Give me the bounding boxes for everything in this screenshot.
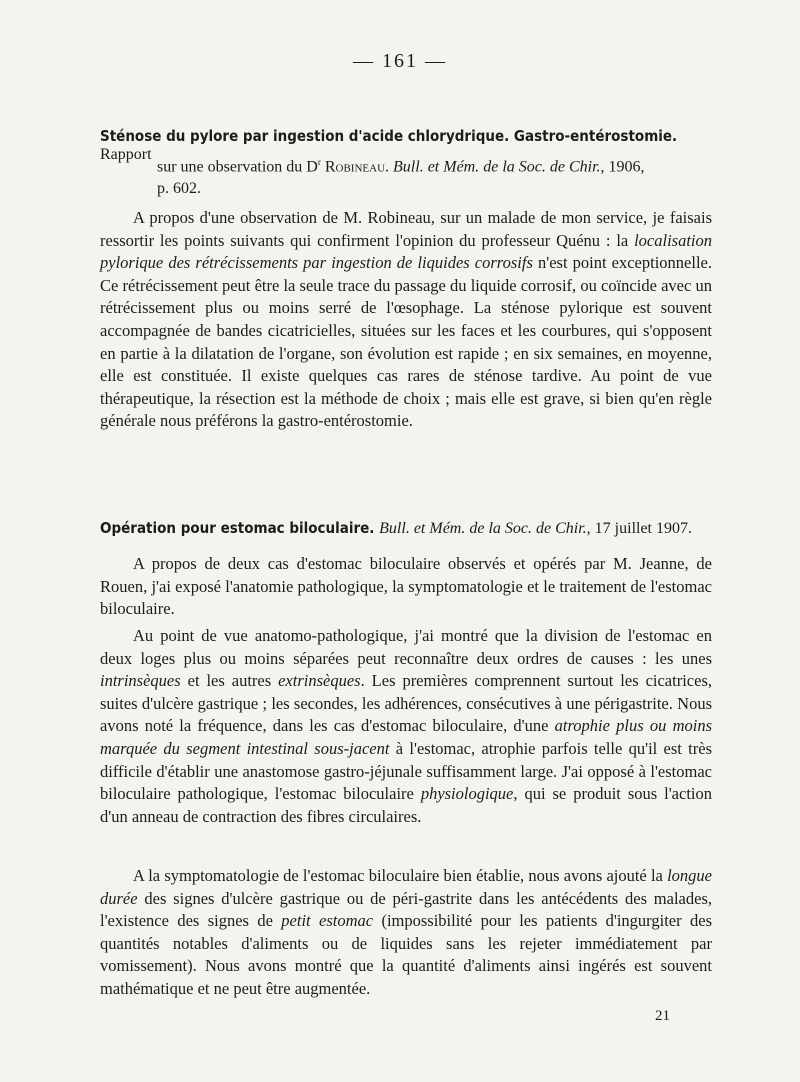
entry-1-cite-page: p. 602.: [157, 180, 201, 198]
entry-1-text-b: n'est point exceptionnelle. Ce rétrécissement peut être la seule trace du passage du liquide corrosif, ou coïncide avec un rétrécissement plus ou moins serré de l'œsophage. La sténose pylorique est souvent accompagnée de bandes cicatricielles, situées sur les faces et les courbures, qui s'opposent en partie à la dilatation de l'organe, son évolution est rapide ; en six semaines, en moyenne, elle est constituée. Il existe quelques cas rares de sténose tardive. Au point de vue thérapeutique, la résection est la méthode de choix ; mais elle est grave, si bien qu'en règle générale nous préférons la gastro-entérostomie.: [100, 253, 712, 431]
entry-2-paragraph-2: [100, 625, 712, 828]
entry-1-ref-lead: Rapport: [100, 146, 152, 163]
entry-2-title: Opération pour estomac biloculaire.: [100, 519, 375, 537]
entry-2-p3-i2: petit estomac: [281, 911, 374, 931]
entry-2-p2-d: à l'estomac, atrophie parfois telle qu'il est très difficile d'établir une anastomose gastro-jéjunale suffisamment large. J'ai opposé à l'estomac biloculaire pathologique, l'estomac biloculaire: [100, 738, 713, 804]
entry-1-cite-journal: Bull. et Mém. de la Soc. de Chir.: [393, 158, 601, 176]
entry-2-p2-a: Au point de vue anatomo-pathologique, j'ai montré que la division de l'estomac en deux loges plus ou moins séparées peut reconnaître deux ordres de causes : les unes: [100, 626, 712, 668]
entry-1-cite-author: Robineau: [324, 158, 386, 176]
entry-2-p2-c: . Les premières comprennent surtout les cicatrices, suites d'ulcère gastrique ; les secondes, les adhérences, consécutives à une périgastrite. Nous avons noté la fréquence, dans les cas d'estomac biloculaire, d'une: [100, 671, 712, 736]
entry-2-p3-b: des signes d'ulcère gastrique ou de péri-gastrite dans les antécédents des malades, l'existence des signes de: [100, 888, 712, 931]
entry-2-p3-a: A la symptomatologie de l'estomac biloculaire bien établie, nous avons ajouté la: [133, 866, 668, 885]
entry-2-p2-b: et les autres: [180, 671, 279, 691]
entry-1-cite-year: , 1906,: [600, 158, 645, 176]
entry-1-paragraph: [100, 207, 712, 433]
entry-1-cite-sup: r: [317, 157, 321, 167]
entry-2-paragraph-3: [100, 865, 712, 1001]
entry-1-title: Sténose du pylore par ingestion d'acide chlorydrique. Gastro-entérostomie.: [100, 127, 678, 145]
entry-2-p2-i2: extrinsèques: [278, 671, 361, 691]
entry-2-p2-e: , qui se produit sous l'action d'un anneau de contraction des fibres circulaires.: [100, 784, 712, 826]
entry-2-cite-date: , 17 juillet 1907.: [586, 520, 692, 537]
signature-mark: 21: [655, 1008, 670, 1024]
page-number: — 161 —: [353, 50, 447, 72]
entry-2-p2-i1: intrinsèques: [100, 671, 181, 691]
entry-2-heading: [100, 519, 710, 538]
entry-2-p2-i4: physiologique: [420, 784, 514, 804]
entry-2-cite-journal: Bull. et Mém. de la Soc. de Chir.: [379, 520, 587, 537]
entry-1-text-a: A propos d'une observation de M. Robineau, sur un malade de mon service, je faisais ressortir les points suivants qui confirment l'opinion du professeur Quénu : la: [100, 208, 712, 250]
entry-2-ref: [379, 520, 692, 537]
entry-2-p3-c: (impossibilité pour les patients d'ingurgiter des quantités notables d'aliments ou de liquides sans les rejeter immédiatement par vomissement). Nous avons montré que la quantité d'aliments ainsi ingérés est souvent mathématique et ne peut être augmentée.: [100, 911, 712, 998]
entry-1-cite-text: sur une observation du D: [157, 158, 318, 176]
entry-2-p2-i3: atrophie plus ou moins marquée du segment intestinal sous-jacent: [100, 716, 712, 758]
entry-1-citation: sur une observation du $D^r$ Robineau. Bull. et Mém. de la Soc. de Chir., 1906, p. 602.: [157, 157, 645, 198]
entry-2-p1-text: A propos de deux cas d'estomac biloculaire observés et opérés par M. Jeanne, de Rouen, j'ai exposé l'anatomie pathologique, la symptomatologie et le traitement de l'estomac biloculaire.: [100, 554, 712, 619]
entry-2-p3-i1: longue durée: [100, 866, 712, 908]
entry-2-paragraph-1: [100, 553, 712, 621]
entry-1-text-italic: localisation pylorique des rétrécissements par ingestion de liquides corrosifs: [100, 230, 712, 273]
